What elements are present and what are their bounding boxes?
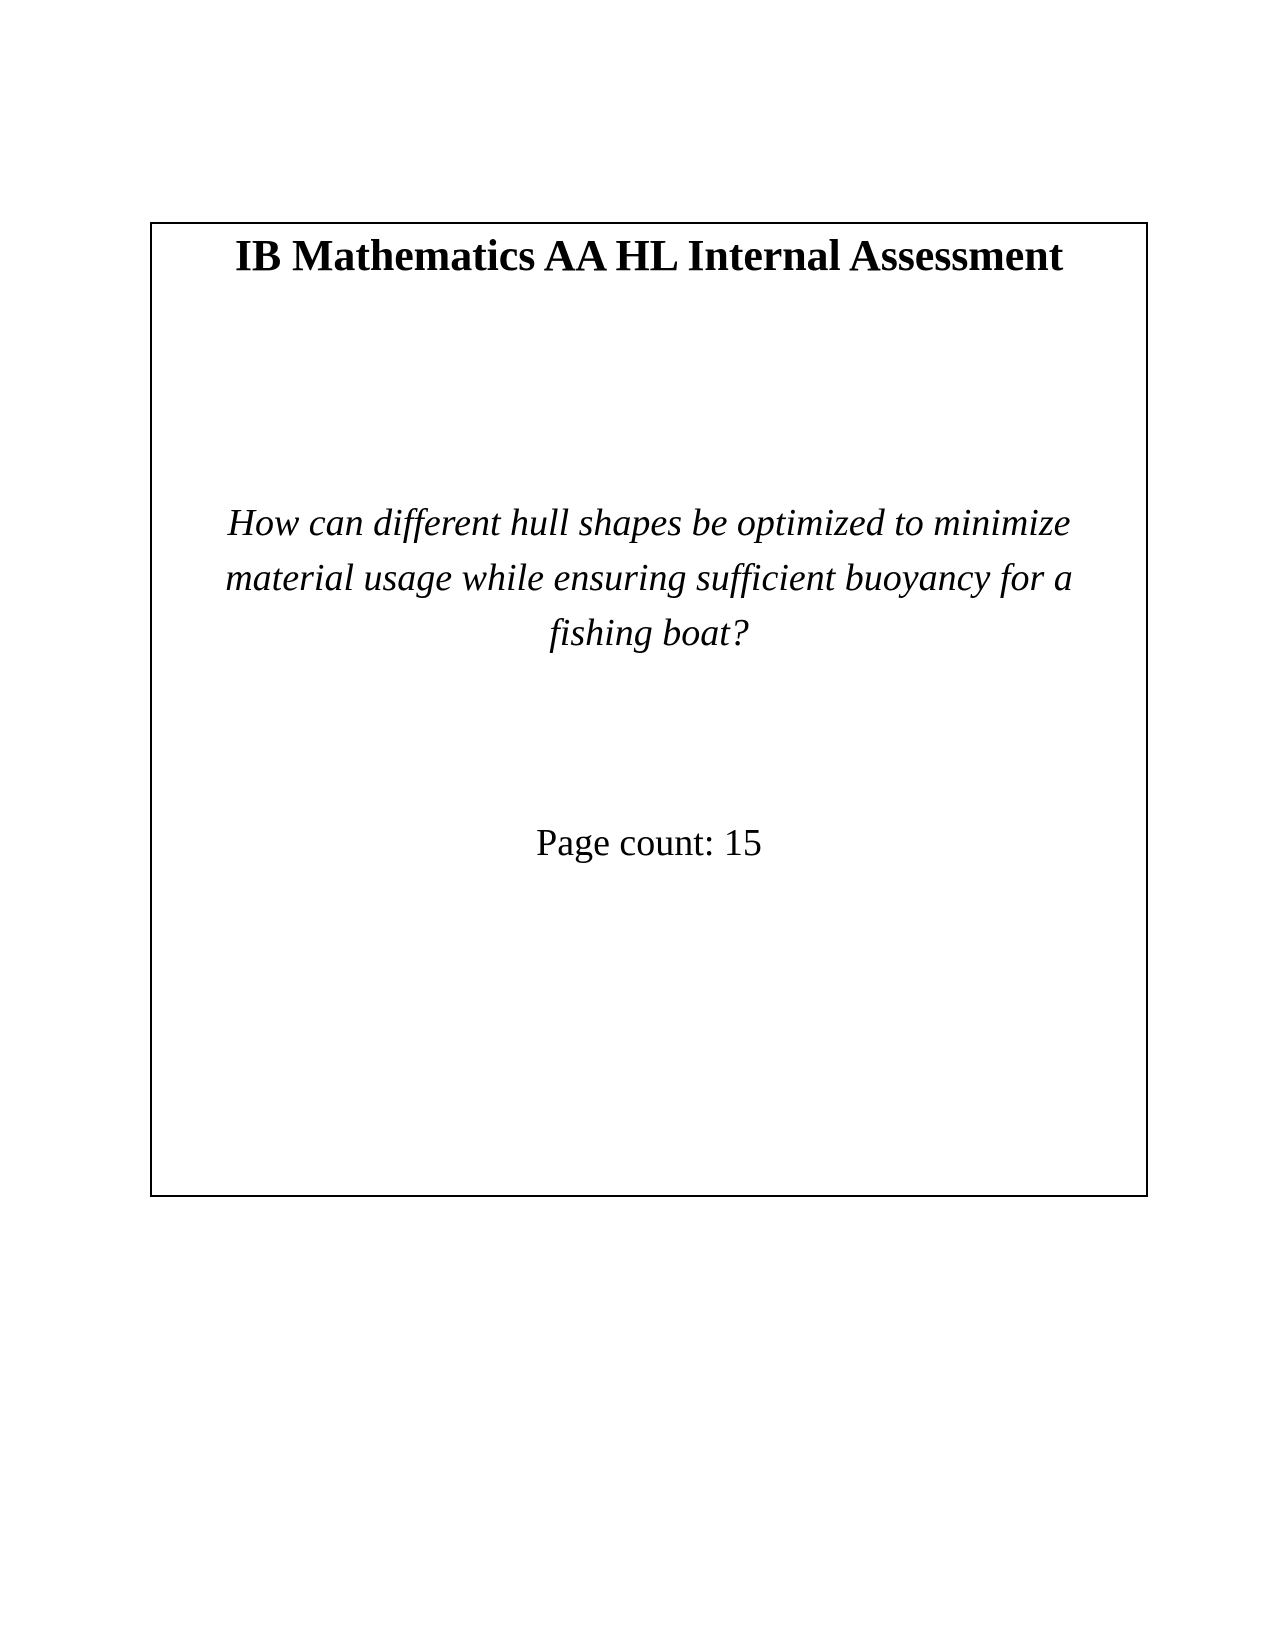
cover-page-border-box	[150, 222, 1148, 1197]
research-question: How can different hull shapes be optimized to minimize material usage while ensuring sufficient buoyancy for a fishing boat?	[225, 502, 1073, 654]
page-title: IB Mathematics AA HL Internal Assessment	[234, 231, 1064, 280]
page-count-label: Page count: 15	[536, 822, 762, 864]
